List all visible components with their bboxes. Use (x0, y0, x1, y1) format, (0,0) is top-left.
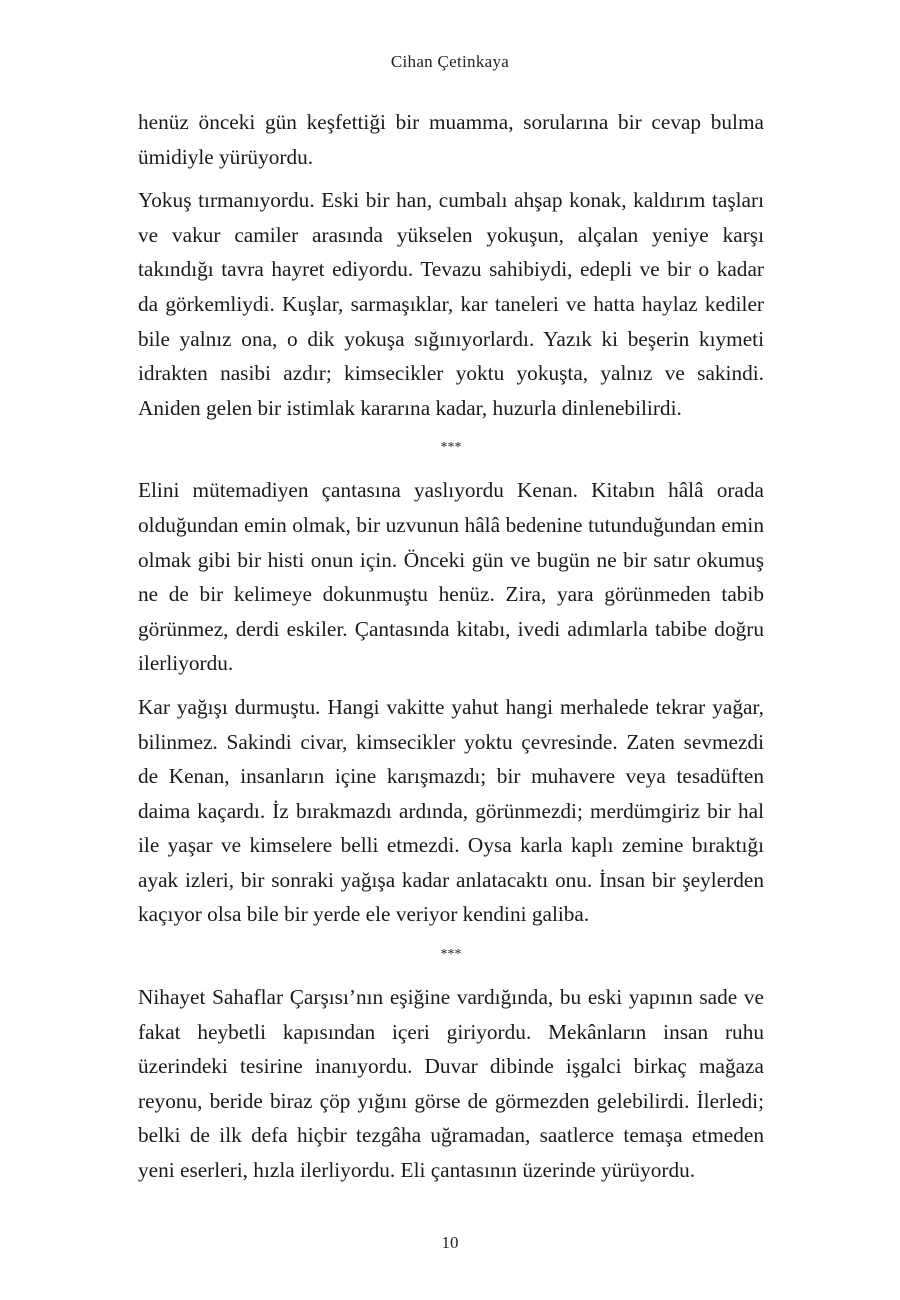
section-separator: *** (440, 947, 462, 963)
paragraph: Elini mütemadiyen çantasına yaslıyordu Kenan. Kitabın hâlâ orada olduğundan emin olmak, bir uzvunun hâlâ bedenine tutunduğundan emin olmak gibi bir histi onun için. Önceki gün ve bugün ne bir satır okumuş ne de bir kelimeye dokunmuştu henüz. Zira, yara görünmeden tabib görünmez, derdi eskiler. Çantasında kitabı, ivedi adımlarla tabibe doğru ilerliyordu. (138, 478, 764, 676)
running-header-author: Cihan Çetinkaya (390, 52, 510, 71)
page-number: 10 (441, 1233, 459, 1252)
paragraph: Kar yağışı durmuştu. Hangi vakitte yahut hangi merhalede tekrar yağar, bilinmez. Sakindi civar, kimsecikler yoktu çevresinde. Zaten sevmezdi de Kenan, insanların içine karışmazdı; bir muhavere veya tesadüften daima kaçardı. İz bırakmazdı ardında, görünmezdi; merdümgiriz bir hal ile yaşar ve kimselere belli etmezdi. Oysa karla kaplı zemine bıraktığı ayak izleri, bir sonraki yağışa kadar anlatacaktı onu. İnsan bir şeylerden kaçıyor olsa bile bir yerde ele veriyor kendini galiba. (138, 694, 764, 927)
paragraph: Yokuş tırmanıyordu. Eski bir han, cumbalı ahşap konak, kaldırım taşları ve vakur camiler arasında yükselen yokuşun, alçalan yeniye karşı takındığı tavra hayret ediyordu. Tevazu sahibiydi, edepli ve bir o kadar da görkemliydi. Kuşlar, sarmaşıklar, kar taneleri ve hatta haylaz kediler bile yalnız ona, o dik yokuşa sığınıyorlardı. Yazık ki beşerin kıymeti idrakten nasibi azdır; kimsecikler yoktu yokuşta, yalnız ve sakindi. Aniden gelen bir istimlak kararına kadar, huzurla dinlenebilirdi. (138, 188, 764, 420)
section-separator: *** (440, 440, 462, 456)
paragraph: Nihayet Sahaflar Çarşısı’nın eşiğine vardığında, bu eski yapının sade ve fakat heybetli kapısından içeri giriyordu. Mekânların insan ruhu üzerindeki tesirine inanıyordu. Duvar dibinde işgalci birkaç mağaza reyonu, beride biraz çöp yığını görse de görmezden gelebilirdi. İlerledi; belki de ilk defa hiçbir tezgâha uğramadan, saatlerce temaşa etmeden yeni eserleri, hızla ilerliyordu. Eli çantasının üzerinde yürüyordu. (138, 985, 764, 1183)
paragraph: henüz önceki gün keşfettiği bir muamma, sorularına bir cevap bulma ümidiyle yürüyordu. (138, 110, 764, 169)
body-text (138, 105, 764, 1197)
